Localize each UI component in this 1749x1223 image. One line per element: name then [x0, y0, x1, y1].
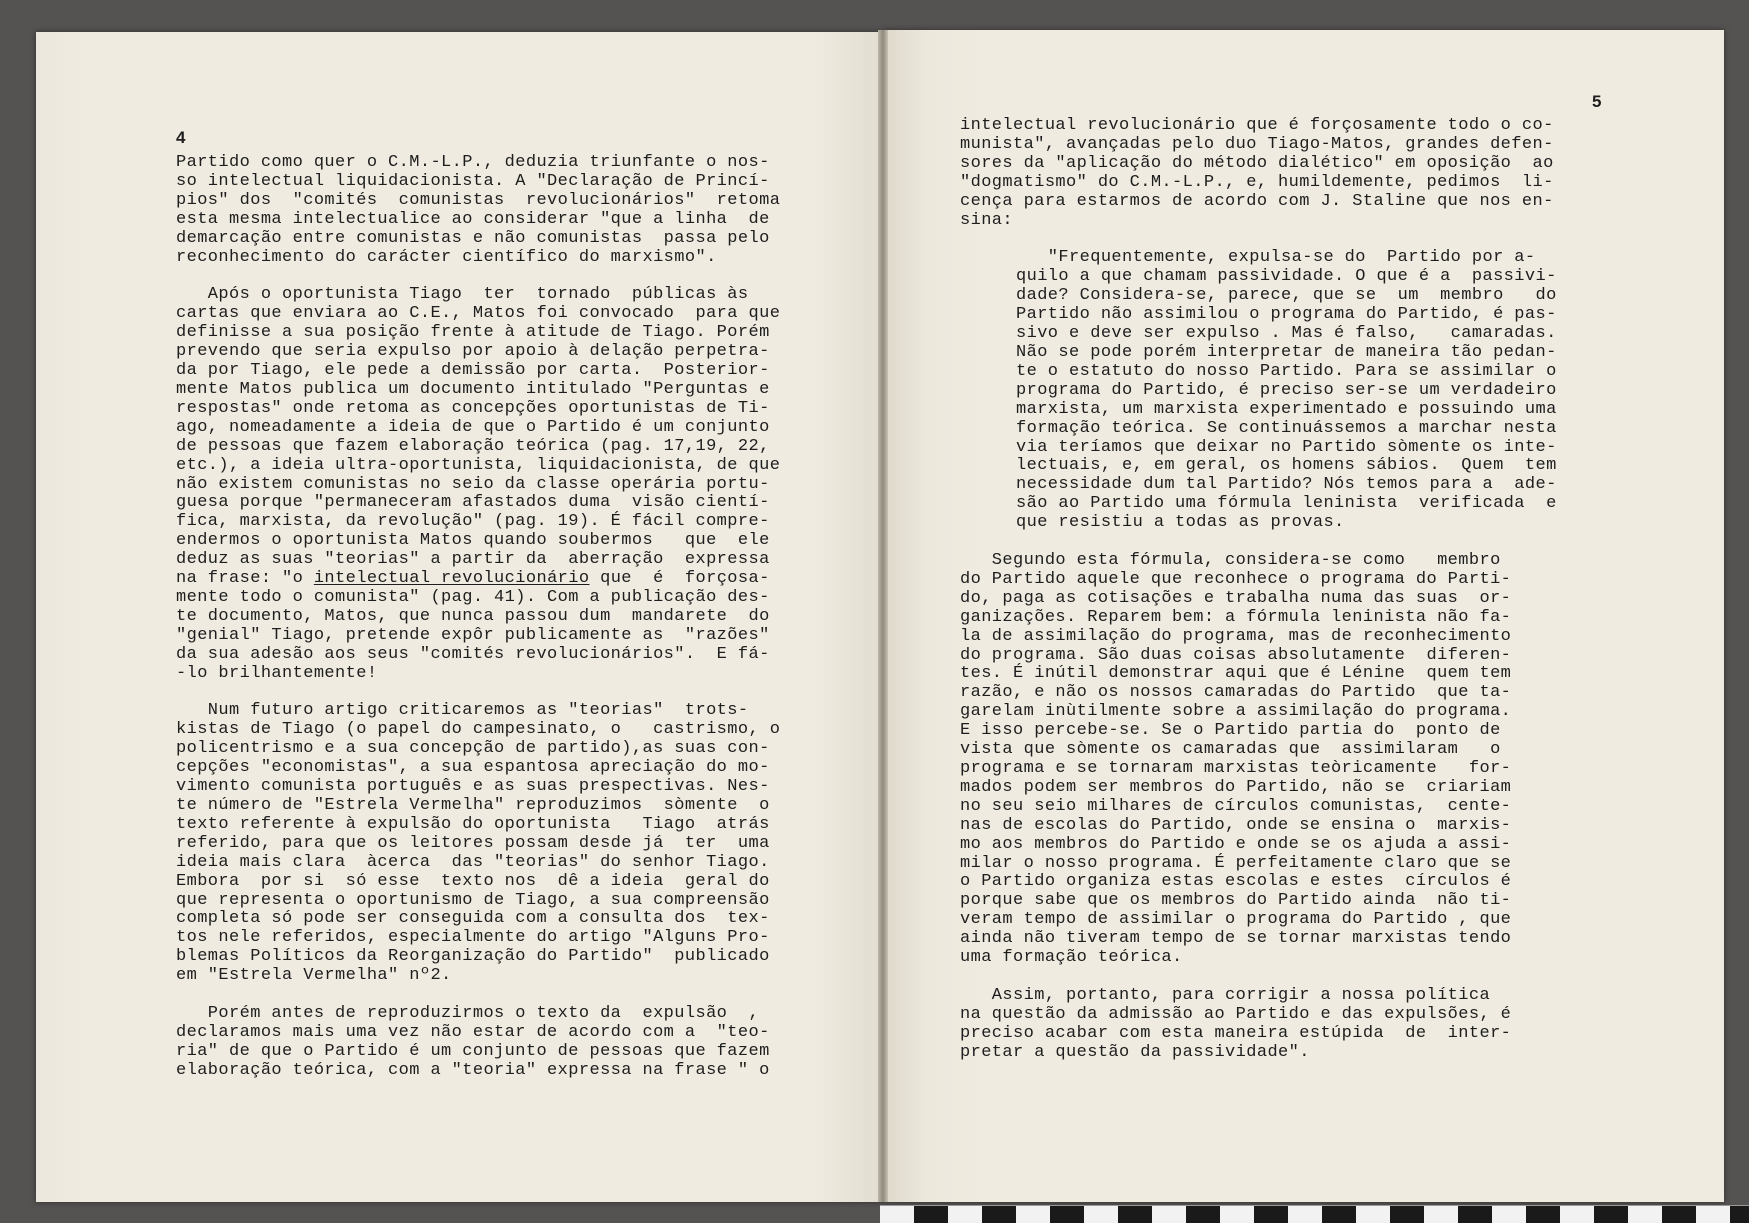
paragraph — [960, 117, 1557, 230]
text-line: via teríamos que deixar no Partido sòmente os inte- — [1016, 437, 1557, 457]
left-page-text — [176, 154, 780, 1081]
text-line: respostas" onde retoma as concepções oportunistas de Ti- — [176, 398, 770, 418]
paragraph-gap — [176, 683, 780, 702]
text-line: te documento, Matos, que nunca passou dum mandarete do — [176, 606, 770, 626]
text-line: vista que sòmente os camaradas que assimilaram o — [960, 740, 1501, 760]
text-line: fica, marxista, da revolução" (pag. 19). É fácil compre- — [176, 512, 770, 532]
paragraph — [176, 1005, 780, 1081]
text-line: Partido como quer o C.M.-L.P., deduzia triunfante o nos- — [176, 153, 770, 172]
text-line: da por Tiago, ele pede a demissão por carta. Posterior- — [176, 361, 770, 381]
text-line: pretar a questão da passividade". — [960, 1042, 1310, 1062]
text-line: em "Estrela Vermelha" nº2. — [176, 966, 452, 986]
scale-ruler — [880, 1205, 1749, 1223]
text-line: referido, para que os leitores possam desde já ter uma — [176, 833, 770, 853]
text-line: milar o nosso programa. É perfeitamente claro que se — [960, 853, 1512, 873]
text-line: dade? Considera-se, parece, que se um membro do — [1016, 286, 1557, 306]
text-line: Num futuro artigo criticaremos as "teorias" trots- — [176, 701, 749, 721]
text-line: que resistiu a todas as provas. — [1016, 513, 1345, 533]
text-line: que representa o oportunismo de Tiago, a sua compreensão — [176, 890, 770, 910]
text-line: declaramos mais uma vez não estar de acordo com a "teo- — [176, 1022, 770, 1042]
text-line: uma formação teórica. — [960, 948, 1183, 968]
text-line: guesa porque "permaneceram afastados duma visão cientí- — [176, 493, 770, 513]
text-line: Partido não assimilou o programa do Partido, é pas- — [1016, 305, 1557, 325]
text-line: E isso percebe-se. Se o Partido partia do ponto de — [960, 721, 1501, 741]
text-line: o Partido organiza estas escolas e estes círculos é — [960, 872, 1512, 892]
text-line: elaboração teórica, com a "teoria" expressa na frase " o — [176, 1060, 770, 1080]
text-line: ideia mais clara àcerca das "teorias" do senhor Tiago. — [176, 852, 770, 872]
text-line: programa do Partido, é preciso ser-se um verdadeiro — [1016, 380, 1557, 400]
text-line: esta mesma intelectualice ao considerar "que a linha de — [176, 209, 770, 229]
text-line: "Frequentemente, expulsa-se do Partido por a- — [1016, 248, 1536, 268]
text-line: sores da "aplicação do método dialético" em oposição ao — [960, 153, 1554, 173]
text-line: te número de "Estrela Vermelha" reproduzimos sòmente o — [176, 796, 770, 815]
text-line: mados podem ser membros do Partido, não se criariam — [960, 777, 1512, 797]
text-line: deduz as suas "teorias" a partir da aberração expressa — [176, 550, 770, 570]
text-line: te o estatuto do nosso Partido. Para se assimilar o — [1016, 361, 1557, 381]
text-line: preciso acabar com esta maneira estúpida de inter- — [960, 1023, 1512, 1043]
text-line: reconhecimento do carácter científico do marxismo". — [176, 247, 717, 267]
text-line: demarcação entre comunistas e não comunistas passa pelo — [176, 228, 770, 248]
text-line: são ao Partido uma fórmula leninista verificada e — [1016, 494, 1557, 514]
text-line: razão, e não os nossos camaradas do Partido que ta- — [960, 683, 1512, 703]
text-line: intelectual revolucionário que é forçosamente todo o co- — [960, 116, 1554, 135]
text-line: do Partido aquele que reconhece o programa do Parti- — [960, 569, 1512, 589]
text-line: Porém antes de reproduzirmos o texto da expulsão , — [176, 1004, 760, 1024]
text-line: vimento comunista português e as suas prespectivas. Nes- — [176, 777, 770, 797]
paragraph-gap — [960, 533, 1557, 552]
text-line: cença para estarmos de acordo com J. Staline que nos en- — [960, 191, 1554, 211]
text-line: texto referente à expulsão do oportunista Tiago atrás — [176, 814, 770, 834]
text-line: necessidade dum tal Partido? Nós temos para a ade- — [1016, 475, 1557, 495]
text-line: veram tempo de assimilar o programa do Partido , que — [960, 910, 1512, 930]
text-line: mente Matos publica um documento intitulado "Perguntas e — [176, 379, 770, 399]
text-line: do programa. São duas coisas absolutamente diferen- — [960, 645, 1512, 665]
text-line: Não se pode porém interpretar de maneira tão pedan- — [1016, 342, 1557, 362]
text-line: kistas de Tiago (o papel do campesinato, o castrismo, o — [176, 720, 781, 740]
text-line: prevendo que seria expulso por apoio à delação perpetra- — [176, 342, 770, 362]
text-line: porque sabe que os membros do Partido ainda não ti- — [960, 891, 1512, 911]
text-line: Segundo esta fórmula, considera-se como membro — [960, 551, 1501, 571]
text-line: munista", avançadas pelo duo Tiago-Matos, grandes defen- — [960, 134, 1554, 154]
paragraph-gap — [960, 968, 1557, 987]
text-line: tes. É inútil demonstrar aqui que é Lénine quem tem — [960, 664, 1512, 684]
text-line: "dogmatismo" do C.M.-L.P., e, humildemente, pedimos li- — [960, 172, 1554, 192]
text-line: blemas Políticos da Reorganização do Partido" publicado — [176, 947, 770, 967]
text-line: mo aos membros do Partido e onde se os ajuda a assi- — [960, 834, 1512, 854]
text-line: endermos o oportunista Matos quando soubermos que ele — [176, 531, 770, 551]
text-line: la de assimilação do programa, mas de reconhecimento — [960, 626, 1512, 646]
text-line: definisse a sua posição frente à atitude de Tiago. Porém — [176, 323, 770, 343]
text-line: -lo brilhantemente! — [176, 663, 378, 683]
paragraph — [960, 987, 1557, 1063]
book-gutter — [878, 30, 888, 1202]
text-line: mente todo o comunista" (pag. 41). Com a publicação des- — [176, 587, 770, 607]
text-line: na questão da admissão ao Partido e das expulsões, é — [960, 1004, 1512, 1024]
text-line: lectuais, e, em geral, os homens sábios. Quem tem — [1016, 456, 1557, 476]
text-line: do, paga as cotisações e trabalha numa das suas or- — [960, 588, 1512, 608]
text-line: no seu seio milhares de círculos comunistas, cente- — [960, 796, 1512, 816]
page-number-right: 5 — [1592, 92, 1602, 111]
text-line: nas de escolas do Partido, onde se ensina o marxis- — [960, 815, 1512, 835]
text-line: ago, nomeadamente a ideia de que o Partido é um conjunto — [176, 417, 770, 437]
text-line: Assim, portanto, para corrigir a nossa política — [960, 985, 1491, 1005]
page-number-left: 4 — [176, 128, 186, 147]
text-line: marxista, um marxista experimentado e possuindo uma — [1016, 399, 1557, 419]
text-line: sivo e deve ser expulso . Mas é falso, camaradas. — [1016, 324, 1557, 344]
text-line: Após o oportunista Tiago ter tornado públicas às — [176, 285, 749, 305]
right-page-text — [960, 117, 1557, 1063]
paragraph — [176, 154, 780, 267]
paragraph — [176, 286, 780, 683]
text-line: Embora por si só esse texto nos dê a ideia geral do — [176, 871, 770, 891]
text-line: completa só pode ser conseguida com a consulta dos tex- — [176, 909, 770, 929]
text-line: na frase: "o intelectual revolucionário que é forçosa- — [176, 569, 770, 589]
text-line: formação teórica. Se continuássemos a marchar nesta — [1016, 418, 1557, 438]
text-line: etc.), a ideia ultra-oportunista, liquidacionista, de que — [176, 455, 781, 475]
text-line: quilo a que chamam passividade. O que é a passivi- — [1016, 267, 1557, 287]
text-line: cepções "economistas", a sua espantosa apreciação do mo- — [176, 758, 770, 778]
text-line: so intelectual liquidacionista. A "Declaração de Princí- — [176, 171, 770, 191]
paragraph — [960, 552, 1557, 968]
paragraph-gap — [176, 267, 780, 286]
text-line: programa e se tornaram marxistas teòricamente for- — [960, 759, 1512, 778]
text-line: da sua adesão aos seus "comités revolucionários". E fá- — [176, 644, 770, 664]
paragraph-gap — [960, 230, 1557, 249]
text-line: garelam inùtilmente sobre a assimilação do programa. — [960, 702, 1512, 722]
text-line: ria" de que o Partido é um conjunto de pessoas que fazem — [176, 1041, 770, 1061]
text-line: não existem comunistas no seio da classe operária portu- — [176, 474, 770, 494]
text-line: ainda não tiveram tempo de se tornar marxistas tendo — [960, 929, 1512, 949]
paragraph — [1016, 249, 1557, 533]
text-line: de pessoas que fazem elaboração teórica (pag. 17,19, 22, — [176, 436, 770, 456]
text-line: policentrismo e a sua concepção de partido),as suas con- — [176, 739, 770, 759]
text-line: cartas que enviara ao C.E., Matos foi convocado para que — [176, 304, 781, 324]
paragraph — [176, 702, 780, 986]
text-line: pios" dos "comités comunistas revolucionários" retoma — [176, 190, 781, 210]
paragraph-gap — [176, 986, 780, 1005]
text-line: ganizações. Reparem bem: a fórmula leninista não fa- — [960, 607, 1512, 627]
text-line: "genial" Tiago, pretende expôr publicamente as "razões" — [176, 625, 770, 645]
text-line: tos nele referidos, especialmente do artigo "Alguns Pro- — [176, 928, 770, 948]
text-line: sina: — [960, 210, 1014, 230]
